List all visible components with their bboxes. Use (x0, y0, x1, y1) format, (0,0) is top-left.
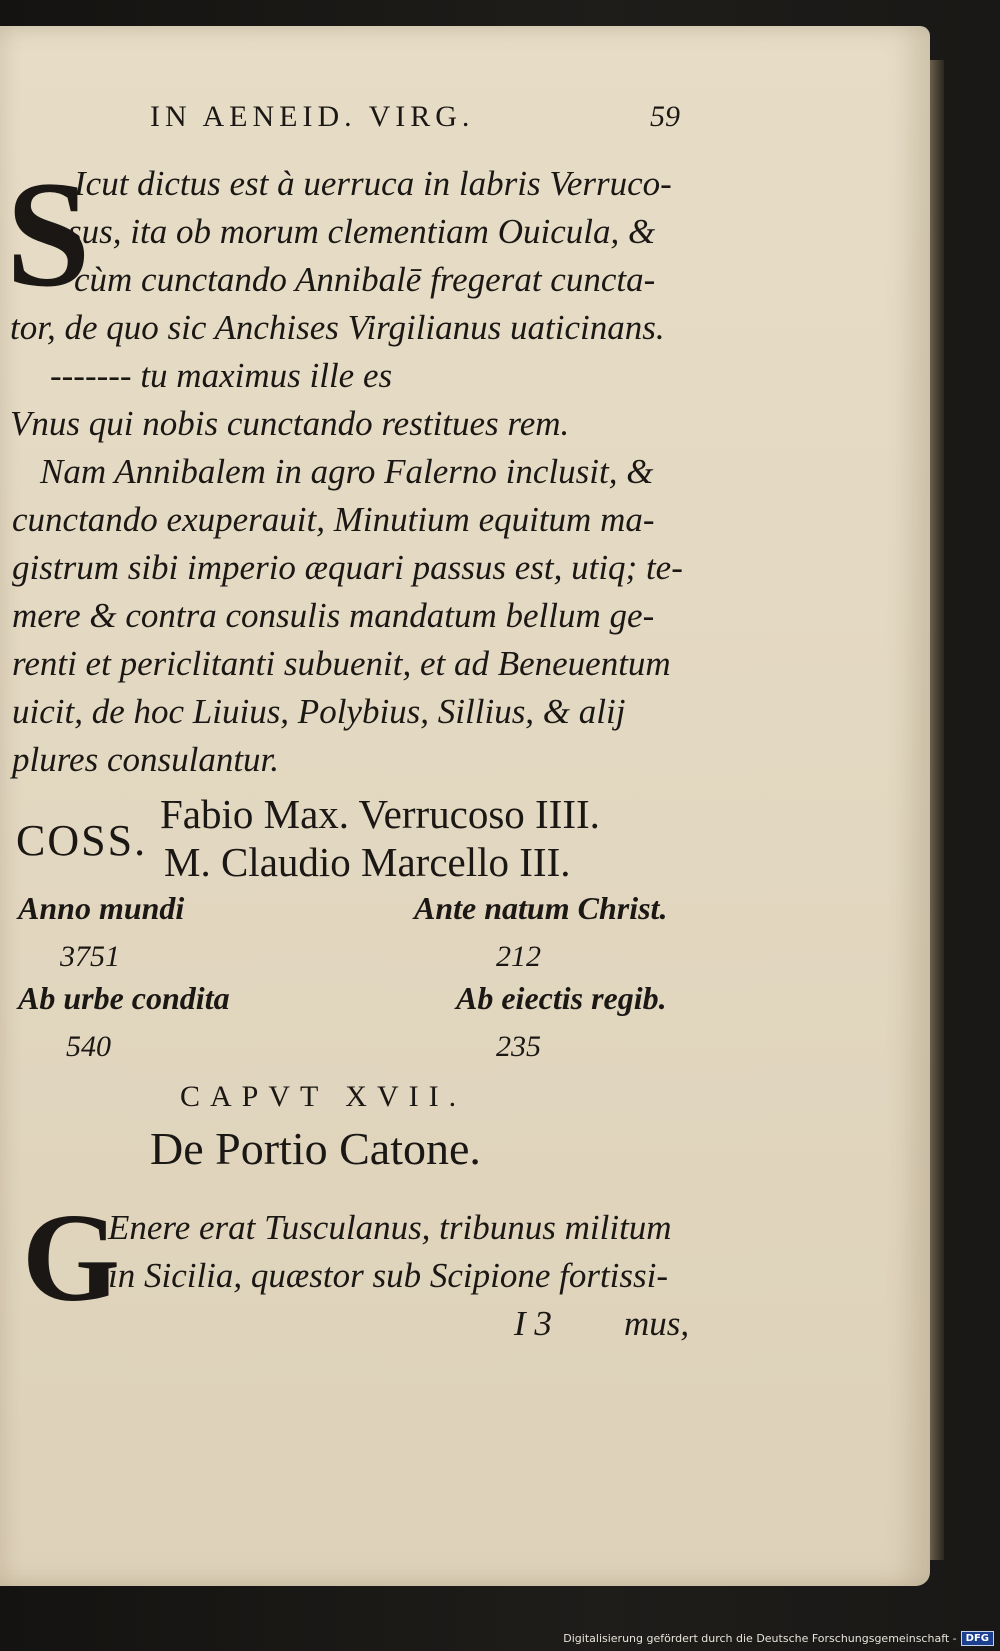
p2-line-4: mere & contra consulis mandatum bellum ge- (12, 596, 655, 635)
running-title: IN AENEID. VIRG. (150, 100, 475, 133)
ante-christ-label: Ante natum Christ. (414, 890, 668, 926)
ab-urbe-value: 540 (66, 1030, 111, 1063)
dfg-logo: DFG (961, 1631, 994, 1646)
page-number: 59 (650, 100, 680, 133)
anno-mundi-label: Anno mundi (18, 890, 185, 926)
p2-line-2: cunctando exuperauit, Minutium equitum ma- (12, 500, 655, 539)
p1-line-3: cùm cunctando Annibalē fregerat cuncta- (74, 260, 656, 299)
p2-line-3: gistrum sibi imperio æquari passus est, utiq; te- (12, 548, 683, 587)
chapter-number: CAPVT XVII. (180, 1080, 467, 1113)
page-edge (930, 60, 944, 1560)
p2-line-7: plures consulantur. (12, 740, 280, 779)
p3-line-2: in Sicilia, quæstor sub Scipione fortissi- (108, 1256, 669, 1295)
consuls-label: COSS. (16, 816, 148, 865)
footer-text: Digitalisierung gefördert durch die Deutsche Forschungsgemeinschaft - (563, 1631, 957, 1645)
dropcap-g: G (22, 1189, 121, 1328)
signature-mark: I 3 (514, 1304, 552, 1343)
p1-line-4: tor, de quo sic Anchises Virgilianus uaticinans. (10, 308, 665, 347)
consul-line-1: Fabio Max. Verrucoso IIII. (160, 791, 600, 837)
p2-line-6: uicit, de hoc Liuius, Polybius, Sillius, & alij (12, 692, 626, 731)
p2-line-1: Nam Annibalem in agro Falerno inclusit, & (40, 452, 654, 491)
p2-line-5: renti et periclitanti subuenit, et ad Beneuentum (12, 644, 671, 683)
running-head (150, 100, 680, 144)
ab-eiectis-value: 235 (496, 1030, 541, 1063)
consul-line-2: M. Claudio Marcello III. (164, 839, 571, 885)
p3-line-1: Enere erat Tusculanus, tribunus militum (108, 1208, 672, 1247)
p1-line-6: Vnus qui nobis cunctando restitues rem. (10, 404, 570, 443)
chapter-title: De Portio Catone. (150, 1123, 481, 1174)
ante-christ-value: 212 (496, 940, 541, 973)
dropcap-s: S (6, 150, 91, 318)
ab-urbe-label: Ab urbe condita (18, 980, 230, 1016)
digitization-footer (563, 1629, 994, 1647)
catchword: mus, (624, 1304, 690, 1343)
p1-line-5: ------- tu maximus ille es (50, 356, 393, 395)
ab-eiectis-label: Ab eiectis regib. (456, 980, 667, 1016)
p1-line-1: Icut dictus est à uerruca in labris Verruco- (74, 164, 672, 203)
anno-mundi-value: 3751 (60, 940, 120, 973)
p1-line-2: sus, ita ob morum clementiam Ouicula, & (68, 212, 656, 251)
